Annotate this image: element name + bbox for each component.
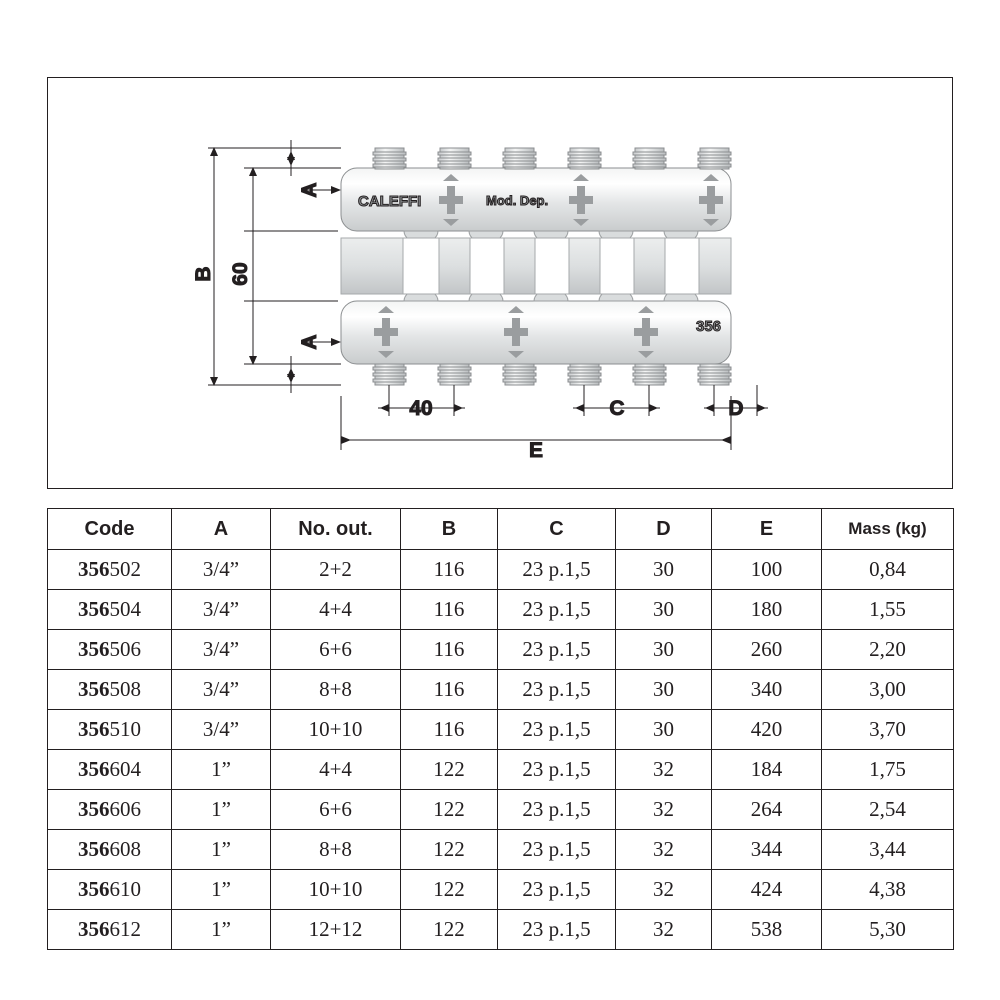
cell-a: 1”: [172, 750, 271, 790]
code-prefix: 356: [78, 677, 110, 701]
cell-e: 340: [712, 670, 822, 710]
cell-e: 260: [712, 630, 822, 670]
cell-outlets: 6+6: [271, 630, 401, 670]
table-row: [48, 710, 954, 750]
cell-mass: 4,38: [822, 870, 954, 910]
cell-e: 344: [712, 830, 822, 870]
cell-e: 424: [712, 870, 822, 910]
table-row: [48, 910, 954, 950]
code-suffix: 506: [109, 637, 141, 661]
code-prefix: 356: [78, 557, 110, 581]
cell-code: [48, 790, 172, 830]
cell-e: 264: [712, 790, 822, 830]
cell-code: [48, 590, 172, 630]
cell-a: 3/4”: [172, 550, 271, 590]
dim-label-a-top: A: [298, 182, 321, 198]
series-label: 356: [696, 318, 722, 335]
cell-b: 122: [401, 790, 498, 830]
header-mass: Mass (kg): [822, 509, 954, 550]
dim-label-c: C: [609, 397, 625, 420]
table-body: [48, 550, 954, 950]
header-c: C: [498, 509, 616, 550]
cell-d: 32: [616, 870, 712, 910]
cell-c: 23 p.1,5: [498, 910, 616, 950]
header-a: A: [172, 509, 271, 550]
cell-outlets: 8+8: [271, 670, 401, 710]
code-suffix: 606: [109, 797, 141, 821]
manifold-top-rail: [341, 148, 731, 243]
code-suffix: 612: [109, 917, 141, 941]
cell-d: 32: [616, 830, 712, 870]
table-row: [48, 830, 954, 870]
table-row: [48, 590, 954, 630]
cell-a: 1”: [172, 870, 271, 910]
cell-b: 122: [401, 750, 498, 790]
code-prefix: 356: [78, 877, 110, 901]
table-row: [48, 750, 954, 790]
cell-e: 100: [712, 550, 822, 590]
dim-label-e: E: [528, 439, 544, 462]
dim-label-d: D: [728, 397, 744, 420]
cell-e: 538: [712, 910, 822, 950]
drawing-stage: [48, 78, 954, 490]
dim-label-a-bottom: A: [298, 334, 321, 350]
cell-mass: 3,70: [822, 710, 954, 750]
cell-d: 32: [616, 750, 712, 790]
table-row: [48, 630, 954, 670]
cell-code: [48, 630, 172, 670]
cell-mass: 1,55: [822, 590, 954, 630]
cell-b: 122: [401, 830, 498, 870]
header-no-out: No. out.: [271, 509, 401, 550]
cell-outlets: 6+6: [271, 790, 401, 830]
cell-code: [48, 670, 172, 710]
cell-c: 23 p.1,5: [498, 630, 616, 670]
cell-a: 3/4”: [172, 670, 271, 710]
code-suffix: 504: [109, 597, 141, 621]
code-prefix: 356: [78, 837, 110, 861]
cell-code: [48, 710, 172, 750]
cell-c: 23 p.1,5: [498, 670, 616, 710]
cell-outlets: 2+2: [271, 550, 401, 590]
cell-b: 116: [401, 550, 498, 590]
cell-d: 30: [616, 550, 712, 590]
model-label: Mod. Dep.: [486, 193, 549, 208]
cell-a: 1”: [172, 910, 271, 950]
technical-drawing-panel: [47, 77, 953, 489]
cell-mass: 3,44: [822, 830, 954, 870]
cell-e: 180: [712, 590, 822, 630]
code-prefix: 356: [78, 637, 110, 661]
cell-c: 23 p.1,5: [498, 870, 616, 910]
cell-d: 30: [616, 590, 712, 630]
cell-mass: 2,54: [822, 790, 954, 830]
code-suffix: 604: [109, 757, 141, 781]
cell-e: 184: [712, 750, 822, 790]
cell-code: [48, 550, 172, 590]
dim-label-b: B: [192, 266, 215, 282]
cell-e: 420: [712, 710, 822, 750]
cell-outlets: 4+4: [271, 750, 401, 790]
cell-code: [48, 830, 172, 870]
cell-outlets: 4+4: [271, 590, 401, 630]
table-row: [48, 870, 954, 910]
code-suffix: 510: [109, 717, 141, 741]
cell-outlets: 8+8: [271, 830, 401, 870]
cell-outlets: 10+10: [271, 870, 401, 910]
cell-c: 23 p.1,5: [498, 710, 616, 750]
code-prefix: 356: [78, 597, 110, 621]
code-suffix: 502: [109, 557, 141, 581]
code-suffix: 610: [109, 877, 141, 901]
cell-mass: 2,20: [822, 630, 954, 670]
cell-b: 116: [401, 710, 498, 750]
cell-code: [48, 870, 172, 910]
cell-outlets: 10+10: [271, 710, 401, 750]
cell-a: 3/4”: [172, 590, 271, 630]
cell-c: 23 p.1,5: [498, 830, 616, 870]
cell-c: 23 p.1,5: [498, 550, 616, 590]
cell-d: 30: [616, 710, 712, 750]
cell-b: 116: [401, 670, 498, 710]
table-row: [48, 670, 954, 710]
cell-mass: 0,84: [822, 550, 954, 590]
cell-c: 23 p.1,5: [498, 750, 616, 790]
cell-code: [48, 910, 172, 950]
header-code: Code: [48, 509, 172, 550]
brand-label: CALEFFI: [358, 193, 422, 210]
cell-b: 122: [401, 910, 498, 950]
cell-c: 23 p.1,5: [498, 790, 616, 830]
header-e: E: [712, 509, 822, 550]
cell-d: 32: [616, 910, 712, 950]
code-suffix: 608: [109, 837, 141, 861]
cell-b: 116: [401, 630, 498, 670]
code-suffix: 508: [109, 677, 141, 701]
cell-b: 116: [401, 590, 498, 630]
header-b: B: [401, 509, 498, 550]
cell-d: 32: [616, 790, 712, 830]
cell-c: 23 p.1,5: [498, 590, 616, 630]
code-prefix: 356: [78, 717, 110, 741]
table-row: [48, 790, 954, 830]
cell-a: 3/4”: [172, 710, 271, 750]
cell-d: 30: [616, 630, 712, 670]
table-row: [48, 550, 954, 590]
table-header-row: [48, 509, 954, 550]
code-prefix: 356: [78, 917, 110, 941]
dim-label-40: 40: [409, 397, 433, 420]
cell-d: 30: [616, 670, 712, 710]
code-prefix: 356: [78, 757, 110, 781]
table-header: [48, 509, 954, 550]
cell-code: [48, 750, 172, 790]
cell-mass: 5,30: [822, 910, 954, 950]
specifications-table: [47, 508, 954, 950]
cell-mass: 3,00: [822, 670, 954, 710]
manifold-bottom-rail: [341, 289, 731, 385]
cell-b: 122: [401, 870, 498, 910]
cell-mass: 1,75: [822, 750, 954, 790]
header-d: D: [616, 509, 712, 550]
code-prefix: 356: [78, 797, 110, 821]
dim-label-60: 60: [229, 262, 252, 286]
cell-a: 3/4”: [172, 630, 271, 670]
cell-a: 1”: [172, 790, 271, 830]
cell-a: 1”: [172, 830, 271, 870]
cell-outlets: 12+12: [271, 910, 401, 950]
